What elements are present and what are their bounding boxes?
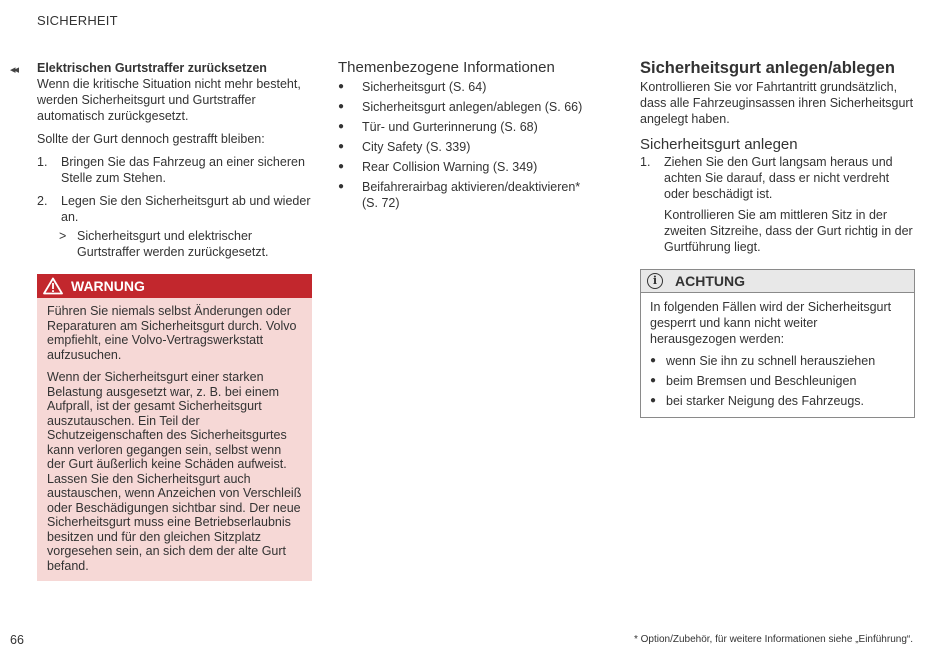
bullet-icon: ● — [650, 395, 657, 406]
reset-condition: Sollte der Gurt dennoch gestrafft bleiben: — [37, 132, 265, 146]
step-item — [37, 154, 312, 186]
step-result — [59, 228, 312, 260]
bullet-icon: ● — [650, 355, 657, 366]
step-text: Legen Sie den Sicherheitsgurt ab und wieder an. — [61, 194, 311, 224]
warning-title: WARNUNG — [71, 278, 145, 294]
caution-box — [640, 269, 915, 418]
step-text: Bringen Sie das Fahrzeug an einer sicheren Stelle zum Stehen. — [61, 155, 305, 185]
caution-item: beim Bremsen und Beschleunigen — [666, 374, 857, 388]
column-left — [37, 60, 312, 581]
reset-intro: Wenn die kritische Situation nicht mehr besteht, werden Sicherheitsgurt und Gurtstraffer automatisch zurückgesetzt. — [37, 77, 301, 123]
reset-tensioner-title: Elektrischen Gurtstraffer zurücksetzen — [37, 61, 267, 75]
continue-arrow-icon: ◂◂ — [10, 64, 18, 76]
step-item — [640, 154, 915, 202]
warning-paragraph: Wenn der Sicherheitsgurt einer starken Belastung ausgesetzt war, z. B. bei einem Aufprall, ist der gesamt Sicherheitsgurt auszutauschen. Ein Teil der Schutzeigenschaften des Sicherheitsgurtes kann verloren gegangen sein, selbst wenn der Gurt äußerlich keine Schäden aufweist. Lassen Sie den Sicherheitsgurt auch austauschen, wenn Anzeichen von Verschleiß oder Beschädigungen sichtbar sind. Der neue Sicherheitsgurt muss eine Betriebserlaubnis besitzen und für den gleichen Sitzplatz vorgesehen sein, an sich dem der alte Gurt befand. — [47, 370, 302, 573]
footnote: * Option/Zubehör, für weitere Informationen siehe „Einführung“. — [633, 634, 913, 645]
bullet-icon: ● — [338, 121, 345, 132]
caution-item: bei starker Neigung des Fahrzeugs. — [666, 394, 865, 408]
related-link-item[interactable] — [338, 179, 598, 211]
related-info-heading: Themenbezogene Informationen — [338, 59, 555, 76]
caution-header — [641, 270, 914, 293]
caution-list — [650, 353, 906, 409]
step-number: 2. — [37, 194, 48, 208]
related-links-list — [338, 79, 598, 211]
bullet-icon: ● — [338, 181, 345, 192]
warning-box — [37, 274, 312, 581]
related-link[interactable]: Rear Collision Warning (S. 349) — [362, 160, 538, 174]
related-link[interactable]: Sicherheitsgurt (S. 64) — [362, 80, 487, 94]
info-icon: i — [647, 273, 663, 289]
caution-item: wenn Sie ihn zu schnell herausziehen — [666, 354, 876, 368]
step-note: Kontrollieren Sie am mittleren Sitz in der zweiten Sitzreihe, dass der Gurt richtig in der Gurtführung liegt. — [664, 208, 913, 254]
caution-title: ACHTUNG — [675, 273, 745, 289]
related-link-item[interactable] — [338, 119, 598, 135]
page-number: 66 — [10, 633, 24, 647]
seatbelt-intro: Kontrollieren Sie vor Fahrtantritt grundsätzlich, dass alle Fahrzeuginsassen ihren Sicherheitsgurt angelegt haben. — [640, 80, 914, 126]
related-link[interactable]: Tür- und Gurterinnerung (S. 68) — [362, 120, 538, 134]
column-middle — [338, 60, 598, 215]
bullet-icon: ● — [338, 161, 345, 172]
related-link-item[interactable] — [338, 159, 598, 175]
fasten-subheading: Sicherheitsgurt anlegen — [640, 136, 798, 153]
bullet-icon: ● — [338, 101, 345, 112]
result-text: Sicherheitsgurt und elektrischer Gurtstraffer werden zurückgesetzt. — [77, 229, 269, 259]
column-right — [640, 60, 915, 418]
warning-header — [37, 274, 312, 298]
result-arrow-icon: > — [59, 229, 67, 243]
step-number: 1. — [37, 155, 48, 169]
related-link-item[interactable] — [338, 139, 598, 155]
related-link[interactable]: Sicherheitsgurt anlegen/ablegen (S. 66) — [362, 100, 583, 114]
caution-body — [641, 293, 914, 417]
related-link-item[interactable] — [338, 79, 598, 95]
reset-steps — [37, 154, 312, 225]
related-link-item[interactable] — [338, 99, 598, 115]
page-title: Sicherheitsgurt anlegen/ablegen — [640, 59, 895, 77]
warning-paragraph: Führen Sie niemals selbst Änderungen oder Reparaturen am Sicherheitsgurt durch. Volvo empfiehlt, eine Volvo-Vertragswerkstatt aufzusuchen. — [47, 304, 297, 362]
list-item — [650, 353, 906, 369]
list-item — [650, 373, 906, 389]
step-text: Ziehen Sie den Gurt langsam heraus und achten Sie darauf, dass er nicht verdreht oder beschädigt ist. — [664, 155, 893, 201]
related-link[interactable]: City Safety (S. 339) — [362, 140, 471, 154]
warning-triangle-icon — [43, 277, 63, 295]
section-header: SICHERHEIT — [37, 13, 118, 28]
bullet-icon: ● — [338, 81, 345, 92]
bullet-icon: ● — [650, 375, 657, 386]
step-item — [37, 193, 312, 225]
caution-intro: In folgenden Fällen wird der Sicherheitsgurt gesperrt und kann nicht weiter herausgezogen werden: — [650, 300, 892, 346]
warning-body — [37, 298, 312, 581]
bullet-icon: ● — [338, 141, 345, 152]
list-item — [650, 393, 906, 409]
step-number: 1. — [640, 155, 651, 169]
related-link[interactable]: Beifahrerairbag aktivieren/deaktivieren* (S. 72) — [362, 180, 581, 210]
